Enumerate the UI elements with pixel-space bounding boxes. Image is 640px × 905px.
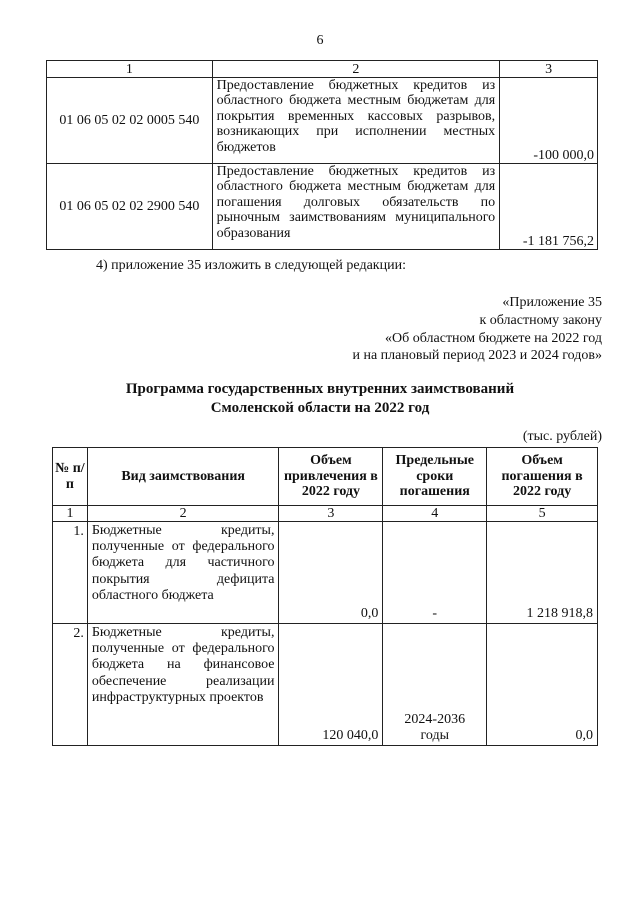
borrowing-kind: Бюджетные кредиты, полученные от федерального бюджета для частичного покрытия дефицита областного бюджета: [87, 522, 279, 624]
borrowings-table: [52, 447, 598, 746]
intro-text: 4) приложение 35 изложить в следующей редакции:: [96, 258, 406, 273]
column-header: 2: [212, 61, 500, 78]
document-title: [0, 380, 640, 418]
budget-code: 01 06 05 02 02 2900 540: [47, 164, 213, 250]
column-number: 4: [383, 506, 487, 522]
column-number: 3: [279, 506, 383, 522]
attraction-volume: 120 040,0: [279, 624, 383, 746]
column-number: 2: [87, 506, 279, 522]
repayment-term: -: [383, 522, 487, 624]
row-description: Предоставление бюджетных кредитов из областного бюджета местным бюджетам для погашения долговых обязательств по рыночным заимствованиям муниципального образования: [212, 164, 500, 250]
table-header-row: [47, 61, 598, 78]
table-row: [47, 164, 598, 250]
row-number: 2.: [53, 624, 88, 746]
budget-code: 01 06 05 02 02 0005 540: [47, 78, 213, 164]
table-row: [47, 78, 598, 164]
units-label: (тыс. рублей): [522, 429, 602, 444]
attraction-volume: 0,0: [279, 522, 383, 624]
table-row: [53, 624, 598, 746]
column-number: 1: [53, 506, 88, 522]
column-header: Объем погашения в 2022 году: [487, 448, 598, 506]
appendix-line: «Приложение 35: [502, 295, 602, 310]
appendix-line: «Об областном бюджете на 2022 год: [385, 330, 602, 346]
column-header: 3: [500, 61, 598, 78]
repayment-term: 2024-2036 годы: [383, 624, 487, 746]
budget-codes-table: [46, 60, 598, 250]
page-number: 6: [316, 33, 324, 48]
column-number-row: [53, 506, 598, 522]
title-line: Смоленской области на 2022 год: [210, 400, 430, 416]
title-line: Программа государственных внутренних заимствований: [125, 381, 515, 397]
table-row: [53, 522, 598, 624]
column-header: № п/п: [53, 448, 88, 506]
table-header-row: [53, 448, 598, 506]
appendix-heading: [202, 294, 602, 365]
row-description: Предоставление бюджетных кредитов из областного бюджета местным бюджетам для покрытия временных кассовых разрывов, возникающих при исполнении местных бюджетов: [212, 78, 500, 164]
row-number: 1.: [53, 522, 88, 624]
appendix-line: и на плановый период 2023 и 2024 годов»: [352, 348, 602, 364]
row-value: -100 000,0: [500, 78, 598, 164]
column-header: Вид заимствования: [87, 448, 279, 506]
column-header: Предельные сроки погашения: [383, 448, 487, 506]
row-value: -1 181 756,2: [500, 164, 598, 250]
repayment-volume: 1 218 918,8: [487, 522, 598, 624]
repayment-volume: 0,0: [487, 624, 598, 746]
borrowing-kind: Бюджетные кредиты, полученные от федерального бюджета на финансовое обеспечение реализации инфраструктурных проектов: [87, 624, 279, 746]
column-number: 5: [487, 506, 598, 522]
column-header: Объем привлечения в 2022 году: [279, 448, 383, 506]
appendix-line: к областному закону: [479, 312, 602, 328]
column-header: 1: [47, 61, 213, 78]
